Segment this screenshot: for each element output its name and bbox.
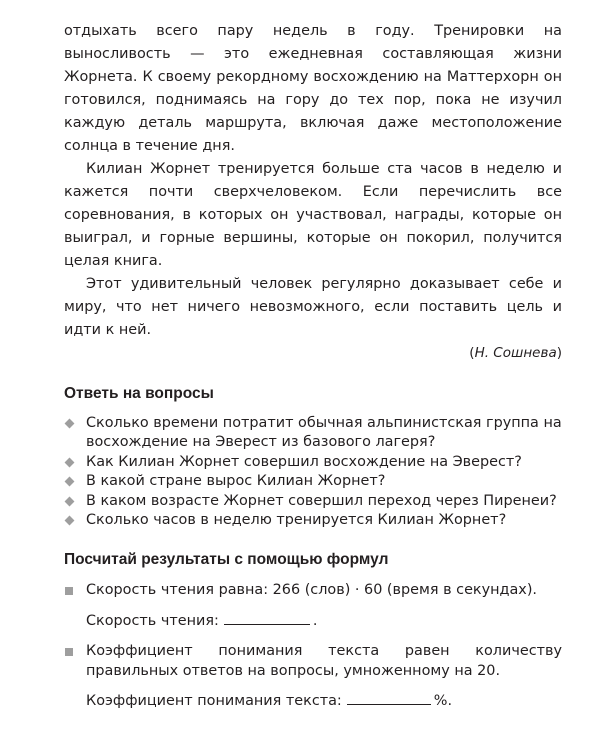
reading-speed-label: Скорость чтения: <box>86 612 219 629</box>
reading-speed-suffix: . <box>312 612 318 629</box>
question-item <box>64 492 562 511</box>
questions-list <box>64 414 562 530</box>
author-name: Н. Сошнева <box>474 345 557 361</box>
diamond-bullet-icon <box>65 516 75 526</box>
question-item <box>64 453 562 472</box>
story-paragraph-2: Килиан Жорнет тренируется больше ста часов в неделю и кажется почти сверхчеловеком. Если перечислить все соревнования, в которых он участвовал, награды, которые он выиграл, и горные вершины, которые он покорил, получится целая книга. <box>64 161 562 269</box>
comprehension-answer-row <box>86 691 562 711</box>
formula-item-reading-speed <box>64 581 562 631</box>
formula-item-comprehension <box>64 642 562 711</box>
comprehension-label: Коэффициент понимания текста: <box>86 693 342 710</box>
reading-speed-blank[interactable] <box>224 611 310 625</box>
reading-speed-answer-row <box>86 611 562 631</box>
author-credit <box>64 342 562 365</box>
question-text: Сколько часов в неделю тренируется Килиан Жорнет? <box>86 512 507 529</box>
question-text: В каком возрасте Жорнет совершил переход через Пиренеи? <box>86 492 557 509</box>
diamond-bullet-icon <box>65 477 75 487</box>
diamond-bullet-icon <box>65 457 75 467</box>
questions-heading: Ответь на вопросы <box>64 385 214 402</box>
author-open-paren: ( <box>469 345 475 361</box>
story-paragraph-1: отдыхать всего пару недель в году. Тренировки на выносливость — это ежедневная составляющая жизни Жорнета. К своему рекордному восхождению на Маттерхорн он готовился, поднимаясь на гору до тех пор, пока не изучил каждую деталь маршрута, включая даже местоположение солнца в течение дня. <box>64 23 562 154</box>
question-text: Сколько времени потратит обычная альпинистская группа на восхождение на Эверест из базового лагеря? <box>86 415 562 451</box>
comprehension-formula: Коэффициент понимания текста равен количеству правильных ответов на вопросы, умноженному на 20. <box>86 643 562 679</box>
comprehension-blank[interactable] <box>347 691 431 705</box>
question-item <box>64 414 562 453</box>
question-text: Как Килиан Жорнет совершил восхождение на Эверест? <box>86 453 522 470</box>
question-item <box>64 511 562 530</box>
comprehension-suffix: %. <box>433 693 453 710</box>
reading-speed-formula: Скорость чтения равна: 266 (слов) · 60 (время в секундах). <box>86 582 538 599</box>
story-paragraph-3: Этот удивительный человек регулярно доказывает себе и миру, что нет ничего невозможного, если поставить цель и идти к ней. <box>64 276 562 338</box>
diamond-bullet-icon <box>65 419 75 429</box>
formulas-list <box>64 581 562 711</box>
question-item <box>64 472 562 491</box>
question-text: В какой стране вырос Килиан Жорнет? <box>86 473 386 490</box>
formulas-heading: Посчитай результаты с помощью формул <box>64 551 389 569</box>
author-close-paren: ) <box>556 345 562 361</box>
page-content <box>64 20 562 711</box>
square-bullet-icon <box>65 587 73 595</box>
square-bullet-icon <box>65 648 73 656</box>
diamond-bullet-icon <box>65 496 75 506</box>
